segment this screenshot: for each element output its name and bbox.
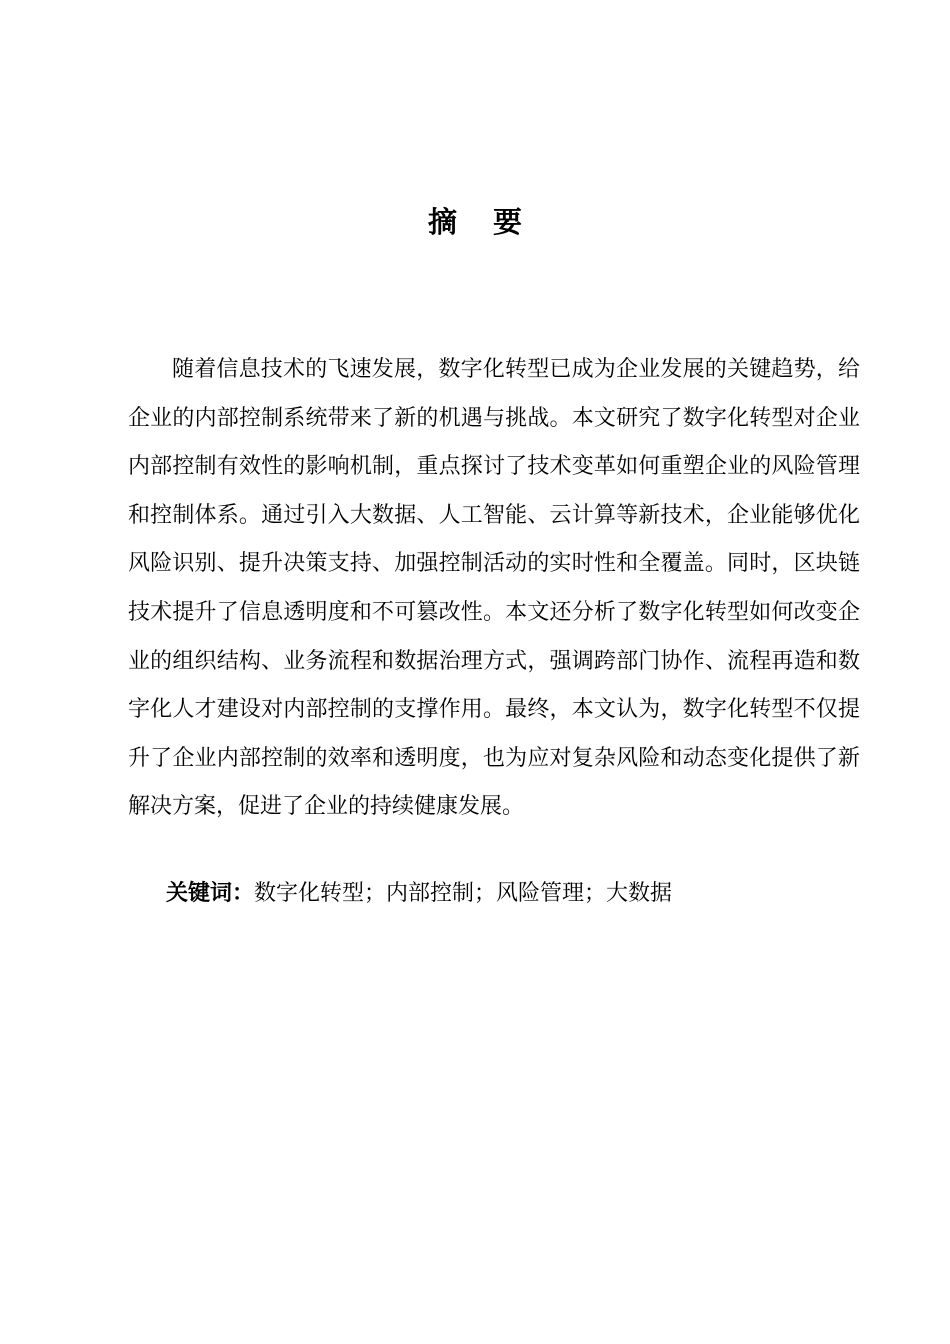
title-char-1: 摘 xyxy=(427,205,457,239)
keywords-line xyxy=(166,872,860,916)
abstract-paragraph: 随着信息技术的飞速发展，数字化转型已成为企业发展的关键趋势，给企业的内部控制系统带来了新的机遇与挑战。本文研究了数字化转型对企业内部控制有效性的影响机制，重点探讨了技术变革如何重塑企业的风险管理和控制体系。通过引入大数据、人工智能、云计算等新技术，企业能够优化风险识别、提升决策支持、加强控制活动的实时性和全覆盖。同时，区块链技术提升了信息透明度和不可篡改性。本文还分析了数字化转型如何改变企业的组织结构、业务流程和数据治理方式，强调跨部门协作、流程再造和数字化人才建设对内部控制的支撑作用。最终，本文认为，数字化转型不仅提升了企业内部控制的效率和透明度，也为应对复杂风险和动态变化提供了新解决方案，促进了企业的持续健康发展。 xyxy=(128,357,860,820)
title-char-2: 要 xyxy=(493,205,523,239)
keywords-label: 关键词： xyxy=(166,881,255,906)
keywords-list: 数字化转型；内部控制；风险管理；大数据 xyxy=(254,881,673,906)
page-title xyxy=(0,200,950,244)
